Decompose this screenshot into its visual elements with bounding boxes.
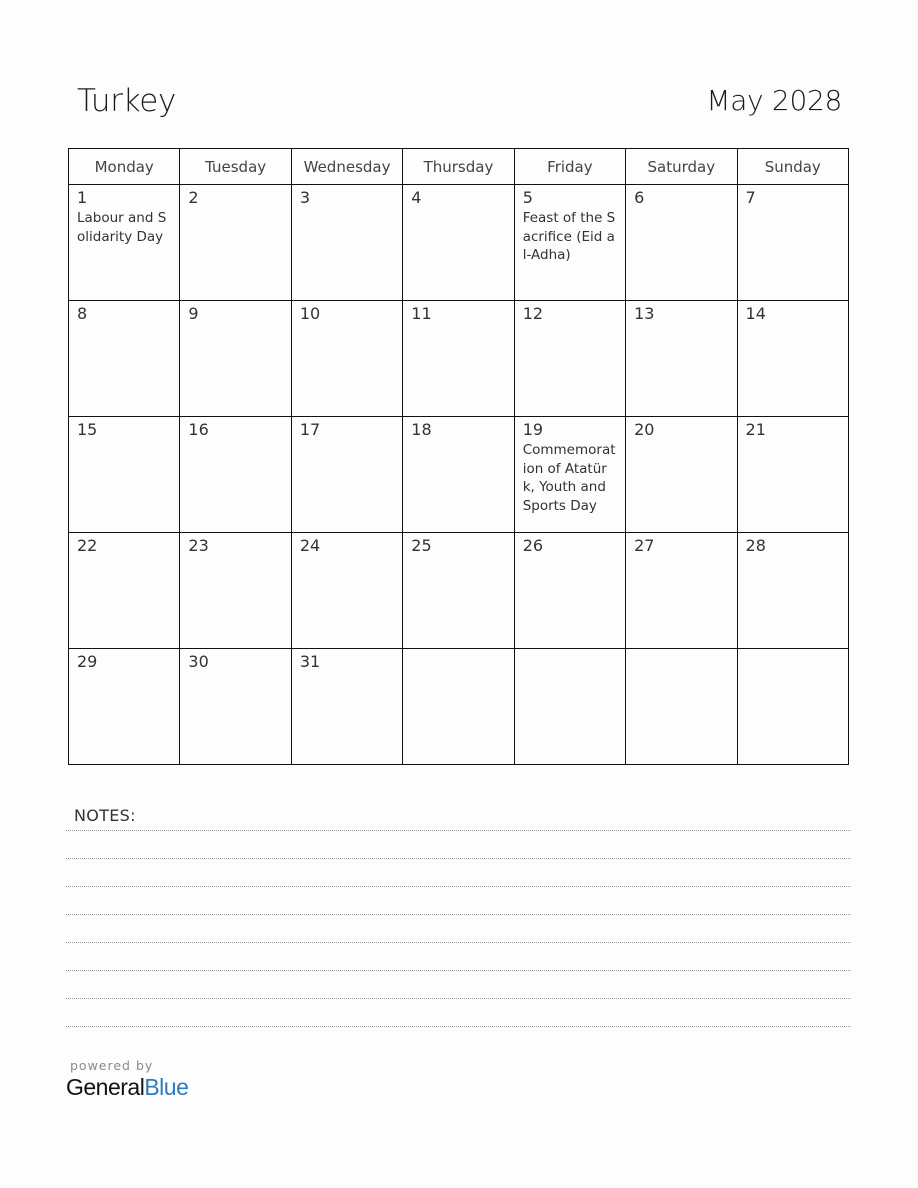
notes-line: [66, 942, 851, 943]
brand-blue: Blue: [144, 1074, 189, 1100]
day-number: 19: [522, 420, 544, 439]
calendar-grid: [68, 148, 849, 765]
weekday-tuesday: Tuesday: [180, 149, 291, 185]
weekday-wednesday: Wednesday: [291, 149, 402, 185]
day-number: 29: [77, 652, 98, 671]
day-cell: [180, 533, 291, 649]
day-cell: [626, 533, 737, 649]
month-year-title: May 2028: [706, 84, 842, 117]
day-cell: [291, 417, 402, 533]
notes-line: [66, 1026, 851, 1027]
weekday-monday: Monday: [69, 149, 180, 185]
notes-line: [66, 914, 851, 915]
day-number: 5: [522, 188, 533, 207]
day-number: 25: [411, 536, 432, 555]
day-cell: [69, 649, 180, 765]
day-cell: [291, 185, 402, 301]
empty-day-cell: [403, 649, 514, 765]
day-number: 23: [188, 536, 209, 555]
day-cell: [737, 185, 848, 301]
weekday-header-row: [69, 149, 849, 185]
day-cell: [291, 301, 402, 417]
brand-general: General: [66, 1074, 145, 1100]
day-number: 22: [77, 536, 98, 555]
weekday-thursday: Thursday: [403, 149, 514, 185]
day-number: 4: [411, 188, 422, 207]
notes-line: [66, 998, 851, 999]
day-cell: [403, 301, 514, 417]
day-number: 20: [634, 420, 655, 439]
day-number: 31: [299, 652, 321, 671]
day-number: 24: [299, 536, 321, 555]
notes-line: [66, 858, 851, 859]
day-cell: [291, 533, 402, 649]
day-number: 30: [188, 652, 209, 671]
day-number: 13: [634, 304, 655, 323]
day-number: 15: [77, 420, 98, 439]
day-number: 8: [77, 304, 88, 323]
day-number: 12: [522, 304, 544, 323]
day-number: 7: [745, 188, 756, 207]
holiday-label: Feast of the Sacrifice (Eid al-Adha): [522, 210, 616, 263]
empty-day-cell: [514, 649, 625, 765]
day-number: 1: [77, 188, 88, 207]
day-cell: [291, 649, 402, 765]
day-cell: [69, 533, 180, 649]
day-cell: [514, 301, 625, 417]
week-row: [69, 185, 849, 301]
day-number: 2: [188, 188, 199, 207]
week-row: [69, 533, 849, 649]
country-title: Turkey: [77, 83, 177, 119]
holiday-label: Labour and Solidarity Day: [77, 210, 167, 245]
notes-line: [66, 970, 851, 971]
day-cell: [514, 185, 625, 301]
day-cell: [180, 649, 291, 765]
day-cell: [69, 185, 180, 301]
week-row: [69, 649, 849, 765]
day-cell: [69, 301, 180, 417]
notes-line: [66, 886, 851, 887]
holiday-label: Commemoration of Atatürk, Youth and Sports Day: [522, 442, 616, 514]
powered-by-text: powered by: [70, 1058, 154, 1073]
day-number: 27: [634, 536, 655, 555]
notes-line: [66, 830, 851, 831]
week-row: [69, 301, 849, 417]
day-cell: [514, 417, 625, 533]
week-row: [69, 417, 849, 533]
day-cell: [403, 417, 514, 533]
day-number: 21: [745, 420, 766, 439]
notes-label: NOTES:: [74, 806, 136, 825]
day-number: 17: [299, 420, 321, 439]
empty-day-cell: [626, 649, 737, 765]
day-cell: [403, 533, 514, 649]
day-cell: [180, 301, 291, 417]
day-number: 28: [745, 536, 766, 555]
weekday-sunday: Sunday: [737, 149, 848, 185]
day-number: 10: [299, 304, 321, 323]
day-cell: [626, 417, 737, 533]
day-cell: [737, 533, 848, 649]
day-number: 16: [188, 420, 209, 439]
day-number: 18: [411, 420, 432, 439]
day-number: 14: [745, 304, 766, 323]
day-cell: [69, 417, 180, 533]
day-number: 9: [188, 304, 199, 323]
day-number: 26: [522, 536, 544, 555]
day-cell: [403, 185, 514, 301]
day-cell: [626, 185, 737, 301]
empty-day-cell: [737, 649, 848, 765]
day-cell: [180, 417, 291, 533]
day-cell: [737, 301, 848, 417]
day-cell: [180, 185, 291, 301]
day-number: 6: [634, 188, 645, 207]
weekday-friday: Friday: [514, 149, 625, 185]
day-number: 11: [411, 304, 432, 323]
day-cell: [514, 533, 625, 649]
day-number: 3: [299, 188, 311, 207]
day-cell: [737, 417, 848, 533]
generalblue-logo: [66, 1074, 188, 1101]
weekday-saturday: Saturday: [626, 149, 737, 185]
day-cell: [626, 301, 737, 417]
